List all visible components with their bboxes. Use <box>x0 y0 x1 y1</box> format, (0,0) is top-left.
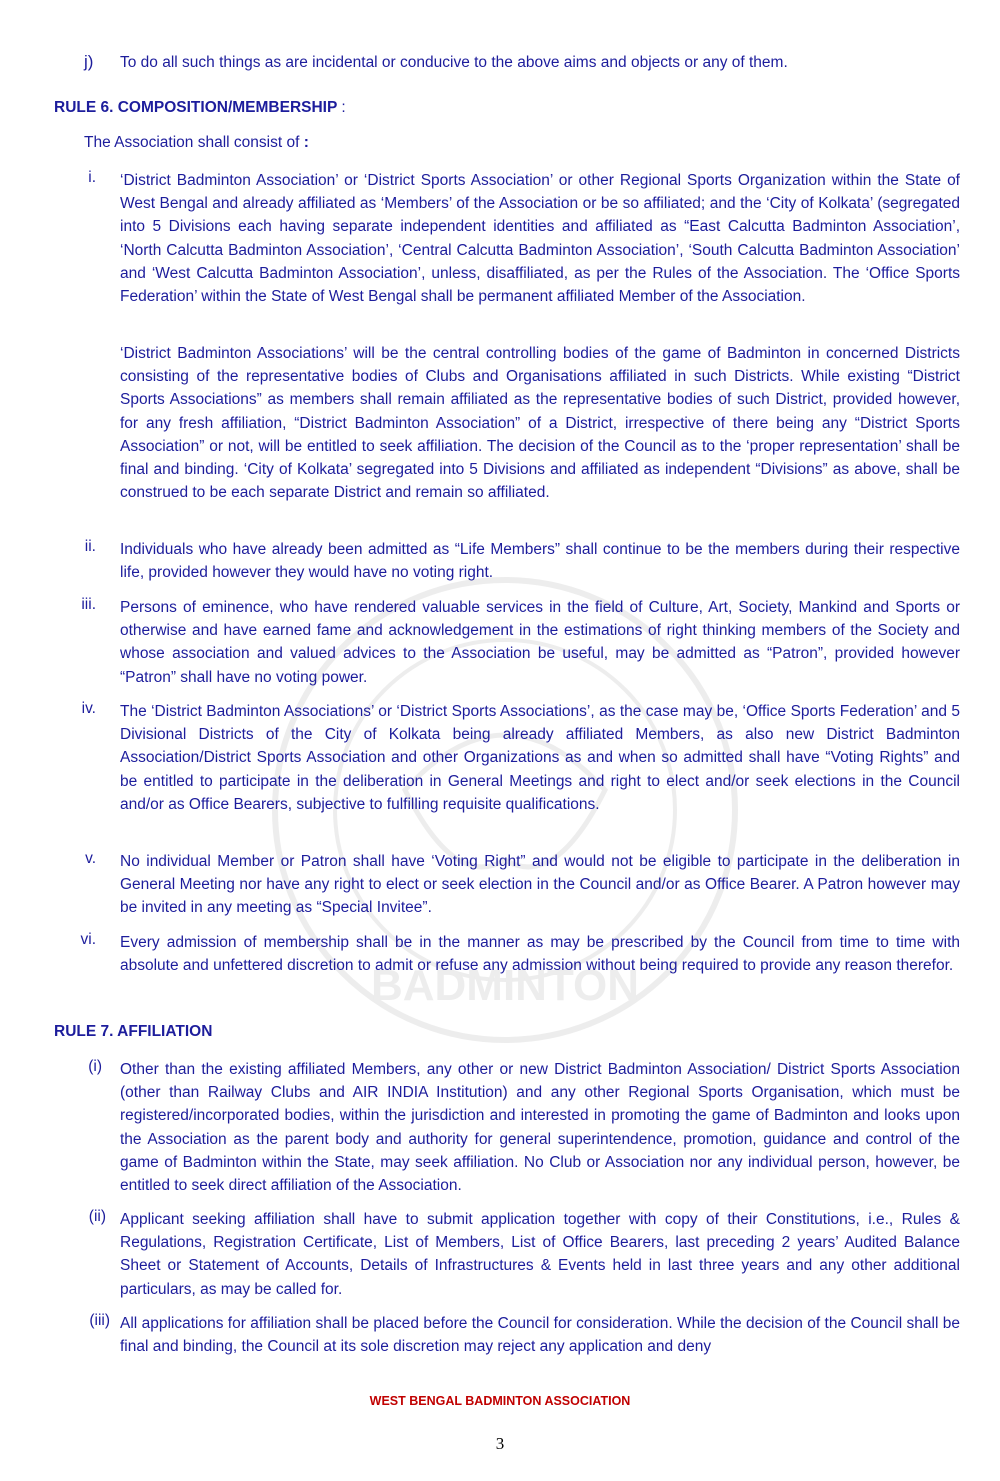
item-marker: (iii) <box>89 1312 110 1329</box>
watermark-text: BADMINTON <box>370 961 640 1010</box>
item-marker: v. <box>85 850 96 867</box>
item-text: Individuals who have already been admitted as “Life Members” shall continue to be the members during their respective life, provided however they would have no voting right. <box>120 541 960 582</box>
item-marker: iv. <box>81 700 96 717</box>
item-marker: i. <box>88 169 96 186</box>
item-marker: iii. <box>81 596 96 613</box>
item-text: ‘District Badminton Associations’ will be the central controlling bodies of the game of Badminton in concerned Districts consisting of the representative bodies of Clubs and Organisations affiliated in such Districts. While existing “District Sports Associations” as members shall remain affiliated as the representative bodies of such District, provided however, for any fresh affiliation, “District Badminton Association” of a District, irrespective of there being any “District Sports Association” or not, will be entitled to seek affiliation. The decision of the Council as to the ‘proper representation’ shall be final and binding. ‘City of Kolkata’ segregated into 5 Divisions and affiliated as independent “Divisions” as above, shall be construed to be each separate District and remain so affiliated. <box>120 345 960 502</box>
item-marker: j) <box>84 52 94 71</box>
item-text: All applications for affiliation shall be placed before the Council for consideration. While the decision of the Council shall be final and binding, the Council at its sole discretion may reject any application and deny <box>120 1315 960 1356</box>
rule6-intro-text: The Association shall consist of <box>84 134 300 151</box>
rule6-heading <box>54 99 346 117</box>
item-text: No individual Member or Patron shall have ‘Voting Right” and would not be eligible to participate in the deliberation in General Meeting nor have any right to elect or seek election in the Council and/or as Office Bearer. A Patron however may be invited in any meeting as “Special Invitee”. <box>120 853 960 917</box>
item-text: Every admission of membership shall be in the manner as may be prescribed by the Council from time to time with absolute and unfettered discretion to admit or refuse any admission without being required to provide any reason therefor. <box>120 934 960 975</box>
rule7-heading-text: RULE 7. AFFILIATION <box>54 1023 213 1040</box>
item-text: To do all such things as are incidental or conducive to the above aims and objects or any of them. <box>120 54 788 71</box>
footer-organization: WEST BENGAL BADMINTON ASSOCIATION <box>369 1394 631 1408</box>
item-marker: (i) <box>88 1058 102 1075</box>
item-text: Applicant seeking affiliation shall have to submit application together with copy of their Constitutions, i.e., Rules & Regulations, Registration Certificate, List of Members, List of Office Bearers, last preceding 2 years’ Audited Balance Sheet or Statement of Accounts, Details of Infrastructures & Events held in last three years and any other additional particulars, as may be called for. <box>120 1211 960 1298</box>
page-number: 3 <box>495 1434 505 1453</box>
rule6-heading-text: RULE 6. COMPOSITION/MEMBERSHIP <box>54 99 338 116</box>
item-text: ‘District Badminton Association’ or ‘District Sports Association’ or other Regional Sports Organization within the State of West Bengal and already affiliated as ‘Members’ of the Association or be so affiliated; and the ‘City of Kolkata’ (segregated into 5 Divisions each having separate independent identities and affiliated as “East Calcutta Badminton Association’, ‘North Calcutta Badminton Association’, ‘Central Calcutta Badminton Association’, ‘South Calcutta Badminton Association’ and ‘West Calcutta Badminton Association’, unless, disaffiliated, as per the Rules of the Association. The ‘Office Sports Federation’ within the State of West Bengal shall be permanent affiliated Member of the Association. <box>120 172 960 306</box>
item-text: Other than the existing affiliated Members, any other or new District Badminton Association/ District Sports Association (other than Railway Clubs and AIR INDIA Institution) and any other Regional Sports Organisation, which must be registered/incorporated bodies, within the jurisdiction and interested in promoting the game of Badminton and looks upon the Association as the parent body and authority for general superintendence, promotion, guidance and control of the game of Badminton within the State, may seek affiliation. No Club or Association nor any individual person, however, be entitled to seek direct affiliation of the Association. <box>120 1061 960 1195</box>
rule7-heading <box>54 1023 212 1041</box>
rule6-heading-colon: : <box>341 99 346 116</box>
item-marker: (ii) <box>88 1208 106 1225</box>
rule6-intro-colon: : <box>303 134 309 151</box>
item-marker: ii. <box>84 538 96 555</box>
item-text: The ‘District Badminton Associations’ or ‘District Sports Associations’, as the case may be, ‘Office Sports Federation’ and 5 Divisional Districts of the City of Kolkata being already affiliated Members, as also new District Badminton Association/District Sports Association and other Organizations as and when so admitted shall have “Voting Rights” and be entitled to participate in the deliberation in General Meetings and right to elect and/or seek elections in the Council and/or as Office Bearers, subjective to fulfilling requisite qualifications. <box>120 703 960 813</box>
item-marker: vi. <box>80 931 96 948</box>
rule6-intro <box>84 134 309 152</box>
item-text: Persons of eminence, who have rendered valuable services in the field of Culture, Art, Society, Mankind and Sports or otherwise and have earned fame and acknowledgement in the estimations of right thinking members of the Society and whose association and valued advices to the Association be useful, may be admitted as “Patron”, provided however “Patron” shall have no voting power. <box>120 599 960 686</box>
